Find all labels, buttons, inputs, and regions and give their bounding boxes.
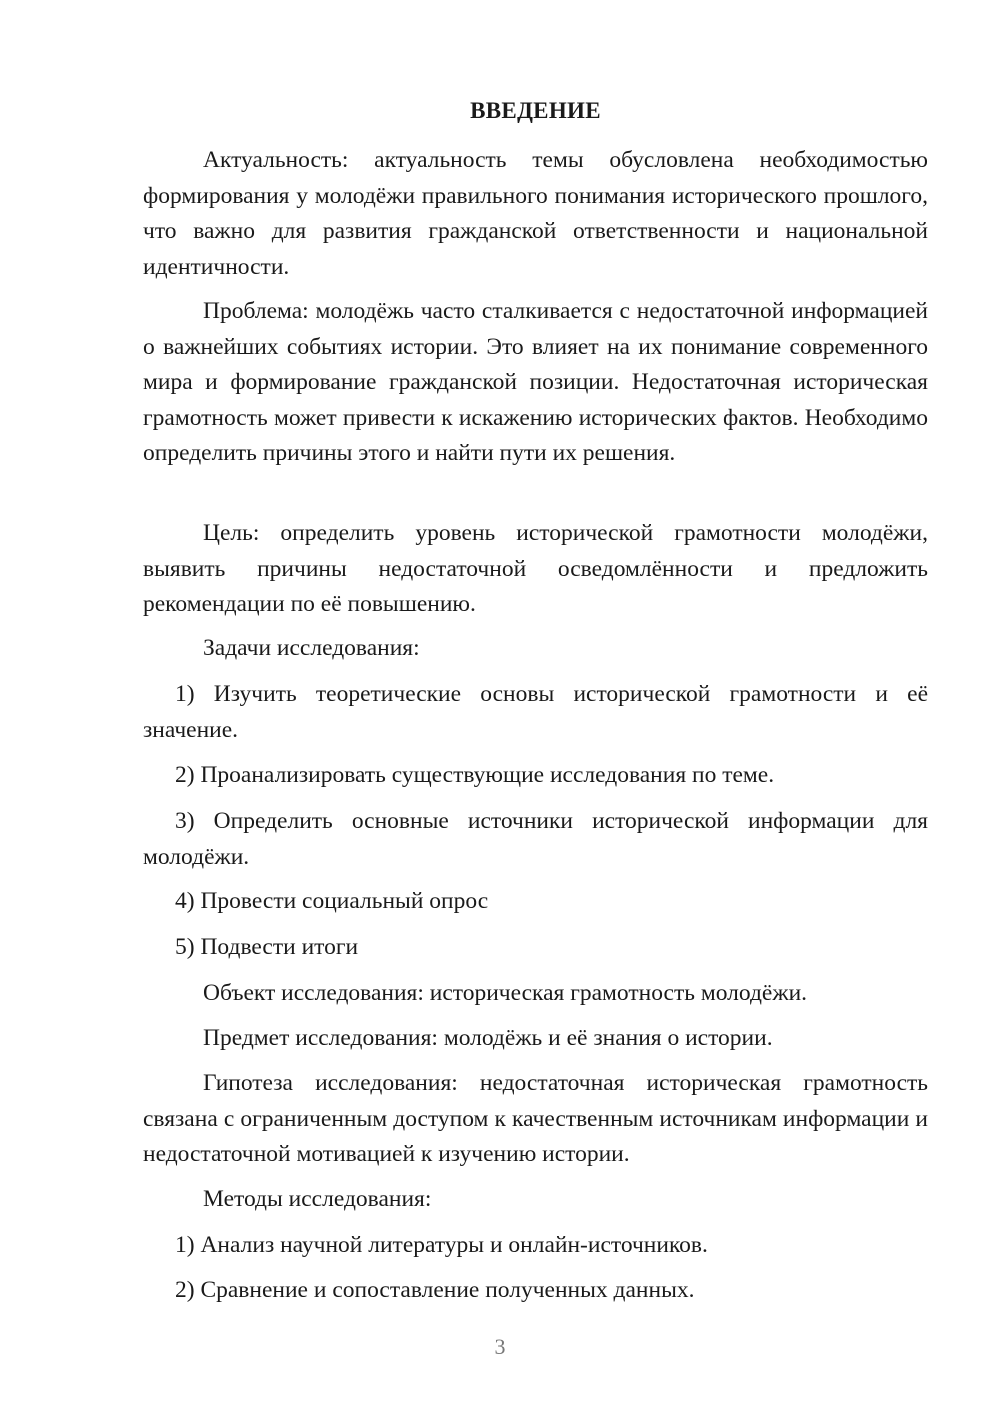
page-number: 3 bbox=[494, 1334, 506, 1359]
methods-heading: Методы исследования: bbox=[203, 1186, 432, 1212]
task-item-2: 2) Проанализировать существующие исследования по теме. bbox=[175, 762, 775, 788]
task-item-5: 5) Подвести итоги bbox=[175, 934, 359, 960]
task-item-4: 4) Провести социальный опрос bbox=[175, 888, 489, 914]
goal-paragraph: Цель: определить уровень исторической грамотности молодёжи, выявить причины недостаточной осведомлённости и предложить рекомендации по её повышению. bbox=[143, 520, 928, 617]
object-paragraph: Объект исследования: историческая грамотность молодёжи. bbox=[203, 980, 808, 1006]
hypothesis-paragraph: Гипотеза исследования: недостаточная историческая грамотность связана с ограниченным доступом к качественным источникам информации и недостаточной мотивацией к изучению истории. bbox=[143, 1070, 928, 1167]
problem-paragraph: Проблема: молодёжь часто сталкивается с недостаточной информацией о важнейших событиях истории. Это влияет на их понимание современного мира и формирование гражданской позиции. Недостаточная историческая грамотность может привести к искажению исторических фактов. Необходимо определить причины этого и найти пути их решения. bbox=[143, 298, 928, 466]
page-title: ВВЕДЕНИЕ bbox=[470, 98, 601, 123]
method-item-2: 2) Сравнение и сопоставление полученных данных. bbox=[175, 1277, 695, 1303]
task-item-1: 1) Изучить теоретические основы исторической грамотности и её значение. bbox=[143, 681, 928, 743]
method-item-1: 1) Анализ научной литературы и онлайн-источников. bbox=[175, 1232, 708, 1258]
subject-paragraph: Предмет исследования: молодёжь и её знания о истории. bbox=[203, 1025, 773, 1051]
tasks-heading: Задачи исследования: bbox=[203, 635, 420, 661]
relevance-paragraph: Актуальность: актуальность темы обусловлена необходимостью формирования у молодёжи правильного понимания исторического прошлого, что важно для развития гражданской ответственности и национальной идентичности. bbox=[143, 147, 928, 280]
task-item-3: 3) Определить основные источники исторической информации для молодёжи. bbox=[143, 808, 928, 870]
